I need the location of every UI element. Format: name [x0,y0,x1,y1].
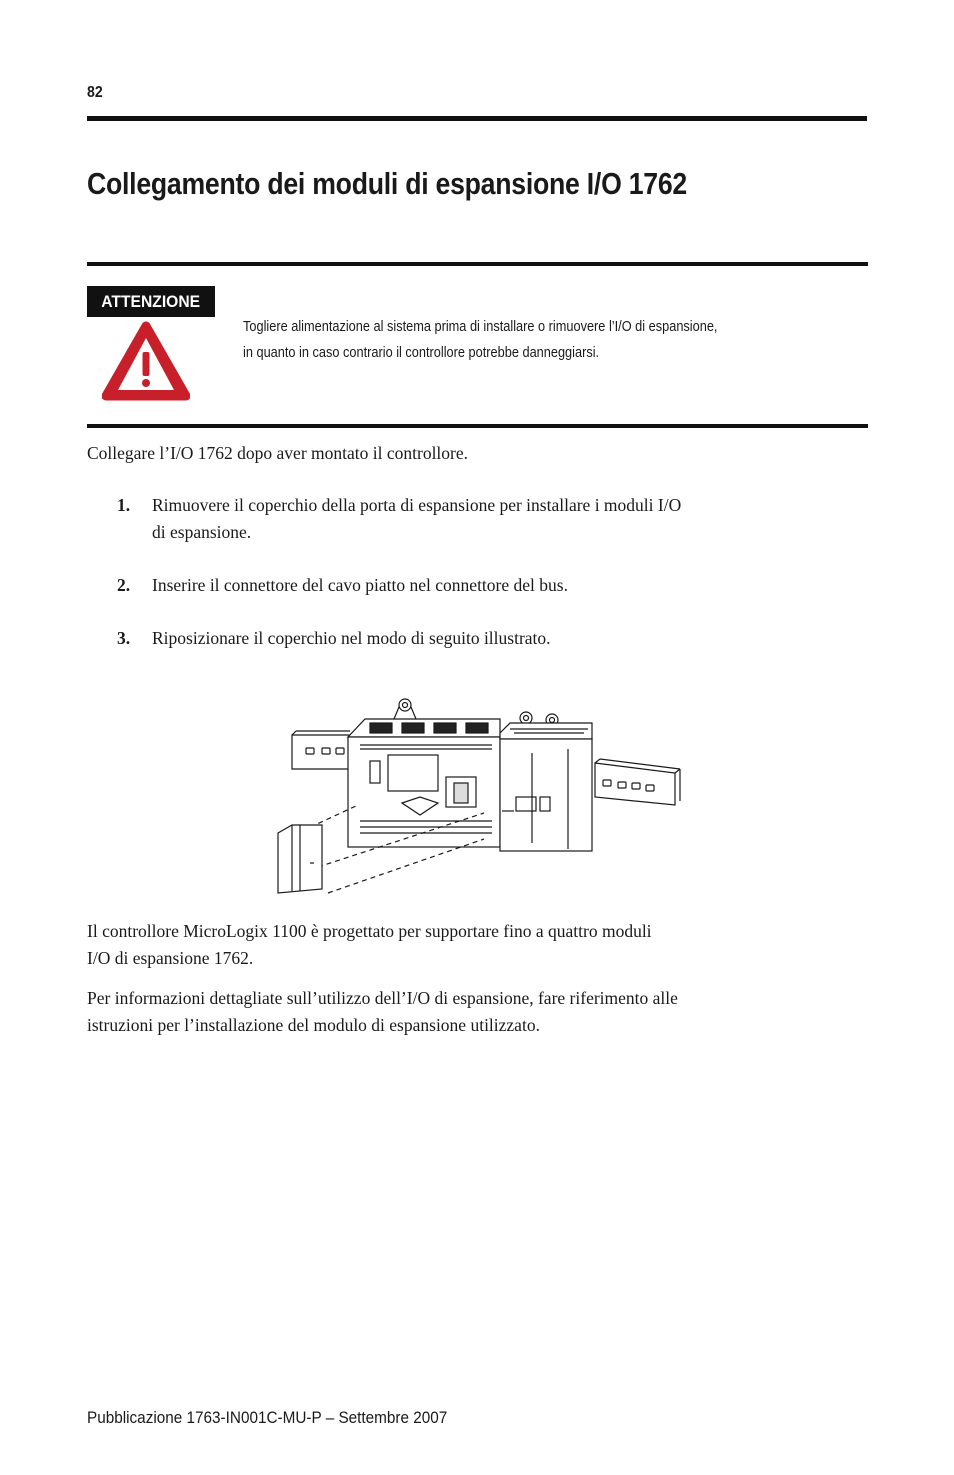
body-paragraph-line: istruzioni per l’installazione del modulo di espansione utilizzato. [87,1015,540,1035]
step-number: 1. [117,495,131,515]
header-rule [87,116,867,121]
page-number: 82 [87,84,103,101]
attention-badge-label: ATTENZIONE [101,292,201,311]
warning-text-line: in quanto in caso contrario il controllore potrebbe danneggiarsi. [243,345,600,361]
controller-expansion-module-illustration [270,693,690,901]
publication-footer: Pubblicazione 1763-IN001C-MU-P – Settembre 2007 [87,1408,448,1427]
body-paragraph-line: Il controllore MicroLogix 1100 è progettato per supportare fino a quattro moduli [87,921,652,941]
warning-rule-top [87,262,868,266]
step-text: Riposizionare il coperchio nel modo di seguito illustrato. [152,628,551,648]
attention-badge [87,286,215,317]
body-paragraph-line: Per informazioni dettagliate sull’utilizzo dell’I/O di espansione, fare riferimento alle [87,988,678,1008]
warning-rule-bottom [87,424,868,428]
step-text: di espansione. [152,522,252,542]
step-text: Rimuovere il coperchio della porta di espansione per installare i moduli I/O [152,495,682,515]
step-number: 2. [117,575,131,595]
warning-text-line: Togliere alimentazione al sistema prima di installare o rimuovere l’I/O di espansione, [243,319,718,335]
warning-triangle-icon [102,320,190,402]
step-number: 3. [117,628,131,648]
step-text: Inserire il connettore del cavo piatto nel connettore del bus. [152,575,568,595]
page-title: Collegamento dei moduli di espansione I/O 1762 [87,166,687,201]
intro-paragraph: Collegare l’I/O 1762 dopo aver montato il controllore. [87,443,469,463]
body-paragraph-line: I/O di espansione 1762. [87,948,254,968]
